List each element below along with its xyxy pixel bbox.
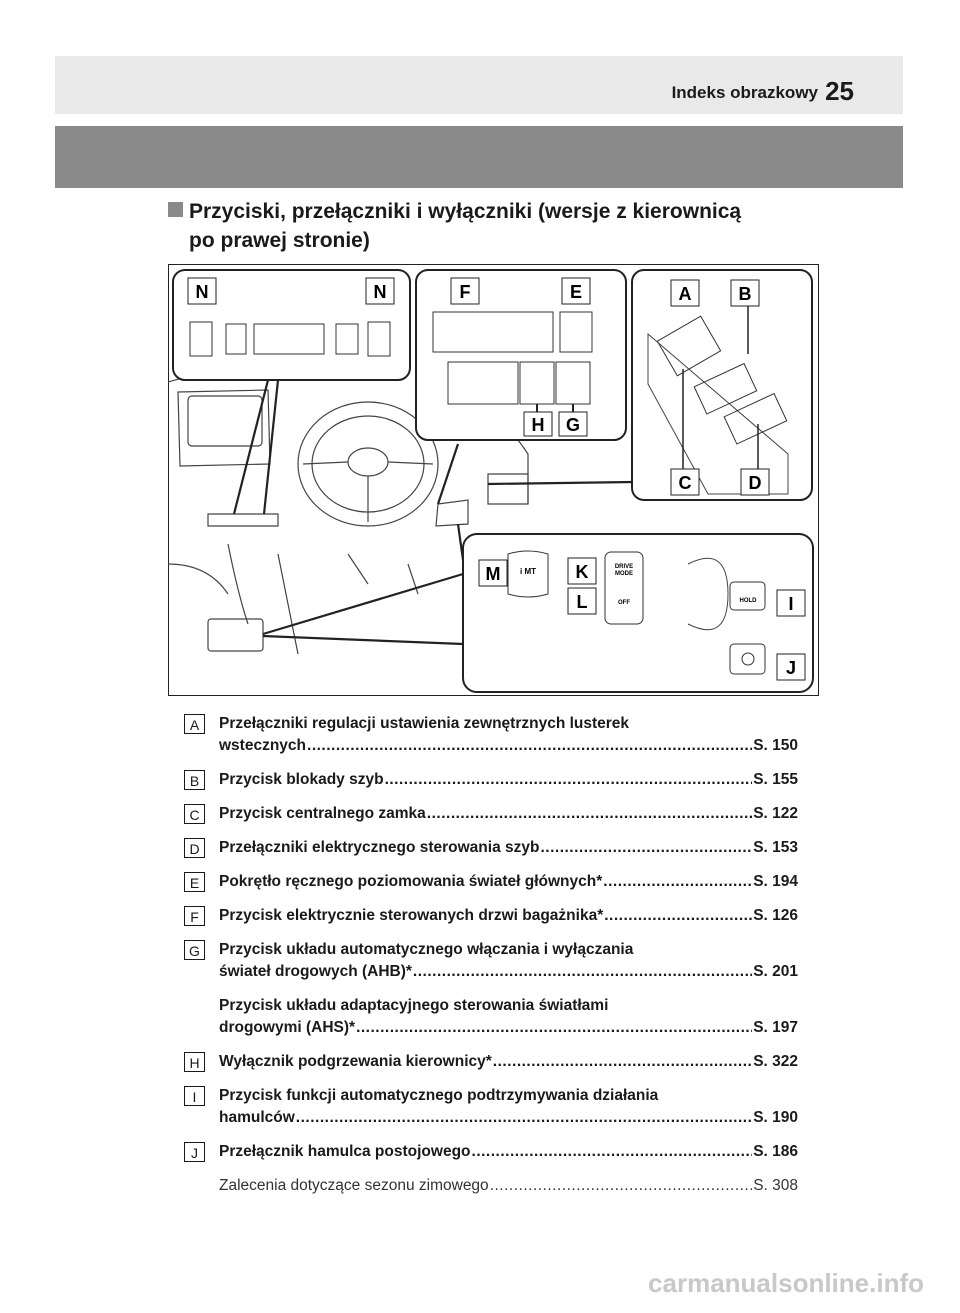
page-ref-link[interactable]: S. 122 bbox=[753, 805, 798, 822]
dashboard-figure bbox=[168, 264, 819, 696]
entry-a bbox=[184, 713, 798, 757]
entry-b bbox=[184, 769, 798, 791]
section-band bbox=[55, 126, 903, 188]
imt-label: i MT bbox=[520, 567, 536, 576]
note-text: Zalecenia dotyczące sezonu zimowego bbox=[219, 1177, 489, 1194]
entry-text: Przełączniki regulacji ustawienia zewnętrznych lusterek bbox=[219, 715, 630, 732]
page-ref-link[interactable]: S. 155 bbox=[753, 771, 798, 788]
entry-text: Wyłącznik podgrzewania kierownicy* bbox=[219, 1053, 492, 1070]
hold-label: HOLD bbox=[739, 598, 757, 604]
callout-a: A bbox=[678, 284, 692, 304]
callout-h: H bbox=[531, 415, 545, 435]
callout-i: I bbox=[788, 594, 794, 614]
header-title: Indeks obrazkowy bbox=[671, 83, 818, 102]
watermark: carmanualsonline.info bbox=[648, 1268, 924, 1298]
entry-letter: E bbox=[184, 872, 205, 892]
callout-f: F bbox=[459, 282, 471, 302]
callout-k: K bbox=[575, 562, 589, 582]
page-ref-link[interactable]: S. 201 bbox=[753, 963, 798, 980]
entry-e bbox=[184, 871, 798, 893]
entry-text: Przycisk układu automatycznego włączania i wyłączania bbox=[219, 941, 634, 958]
entry-g-ahs bbox=[184, 995, 798, 1039]
entry-letter: B bbox=[184, 770, 205, 790]
callout-n-left: N bbox=[195, 282, 209, 302]
entry-text: Przycisk układu adaptacyjnego sterowania światłami bbox=[219, 997, 609, 1014]
page-ref-link[interactable]: S. 308 bbox=[753, 1177, 798, 1194]
entry-text: Przełącznik hamulca postojowego bbox=[219, 1143, 471, 1160]
entry-text: Przełączniki elektrycznego sterowania szyb bbox=[219, 839, 540, 856]
page-ref-link[interactable]: S. 194 bbox=[753, 873, 798, 890]
entry-d bbox=[184, 837, 798, 859]
callout-l: L bbox=[576, 592, 588, 612]
page-ref-link[interactable]: S. 126 bbox=[753, 907, 798, 924]
callout-j: J bbox=[785, 658, 797, 678]
section-title-line2: po prawej stronie) bbox=[189, 229, 370, 252]
entry-letter: D bbox=[184, 838, 205, 858]
page-ref-link[interactable]: S. 186 bbox=[753, 1143, 798, 1160]
callout-m: M bbox=[485, 564, 501, 584]
section-title-line1: Przyciski, przełączniki i wyłączniki (wersje z kierownicą bbox=[189, 200, 742, 223]
drive-mode-label-2: MODE bbox=[615, 571, 633, 577]
callout-b: B bbox=[738, 284, 752, 304]
entry-text: Pokrętło ręcznego poziomowania świateł głównych* bbox=[219, 873, 603, 890]
page-number: 25 bbox=[825, 76, 854, 106]
entry-list bbox=[184, 713, 798, 1209]
entry-text: Przycisk centralnego zamka bbox=[219, 805, 426, 822]
entry-g bbox=[184, 939, 798, 983]
callout-c: C bbox=[678, 473, 692, 493]
entry-letter: H bbox=[184, 1052, 205, 1072]
entry-text-cont: wstecznych bbox=[219, 737, 307, 754]
entry-i bbox=[184, 1085, 798, 1129]
bullet-square-icon bbox=[168, 202, 183, 217]
page-ref-link[interactable]: S. 322 bbox=[753, 1053, 798, 1070]
page-ref-link[interactable]: S. 190 bbox=[753, 1109, 798, 1126]
entry-f bbox=[184, 905, 798, 927]
page-ref-link[interactable]: S. 197 bbox=[753, 1019, 798, 1036]
callout-d: D bbox=[748, 473, 762, 493]
callout-n-right: N bbox=[373, 282, 387, 302]
entry-text: Przycisk blokady szyb bbox=[219, 771, 384, 788]
entry-letter: C bbox=[184, 804, 205, 824]
entry-letter: A bbox=[184, 714, 205, 734]
entry-text-cont: świateł drogowych (AHB)* bbox=[219, 963, 412, 980]
entry-letter: I bbox=[184, 1086, 205, 1106]
entry-letter: G bbox=[184, 940, 205, 960]
off-label: OFF bbox=[618, 600, 630, 606]
callout-e: E bbox=[569, 282, 583, 302]
entry-letter: J bbox=[184, 1142, 205, 1162]
entry-text: Przycisk funkcji automatycznego podtrzymywania działania bbox=[219, 1087, 659, 1104]
callout-g: G bbox=[565, 415, 581, 435]
entry-text: Przycisk elektrycznie sterowanych drzwi bagażnika* bbox=[219, 907, 604, 924]
entry-text-cont: drogowymi (AHS)* bbox=[219, 1019, 356, 1036]
page-ref-link[interactable]: S. 153 bbox=[753, 839, 798, 856]
section-title bbox=[168, 197, 808, 255]
entry-h bbox=[184, 1051, 798, 1073]
winter-note bbox=[184, 1175, 798, 1197]
entry-text-cont: hamulców bbox=[219, 1109, 295, 1126]
entry-letter: F bbox=[184, 906, 205, 926]
entry-j bbox=[184, 1141, 798, 1163]
page-ref-link[interactable]: S. 150 bbox=[753, 737, 798, 754]
drive-mode-label-1: DRIVE bbox=[614, 564, 634, 570]
entry-c bbox=[184, 803, 798, 825]
